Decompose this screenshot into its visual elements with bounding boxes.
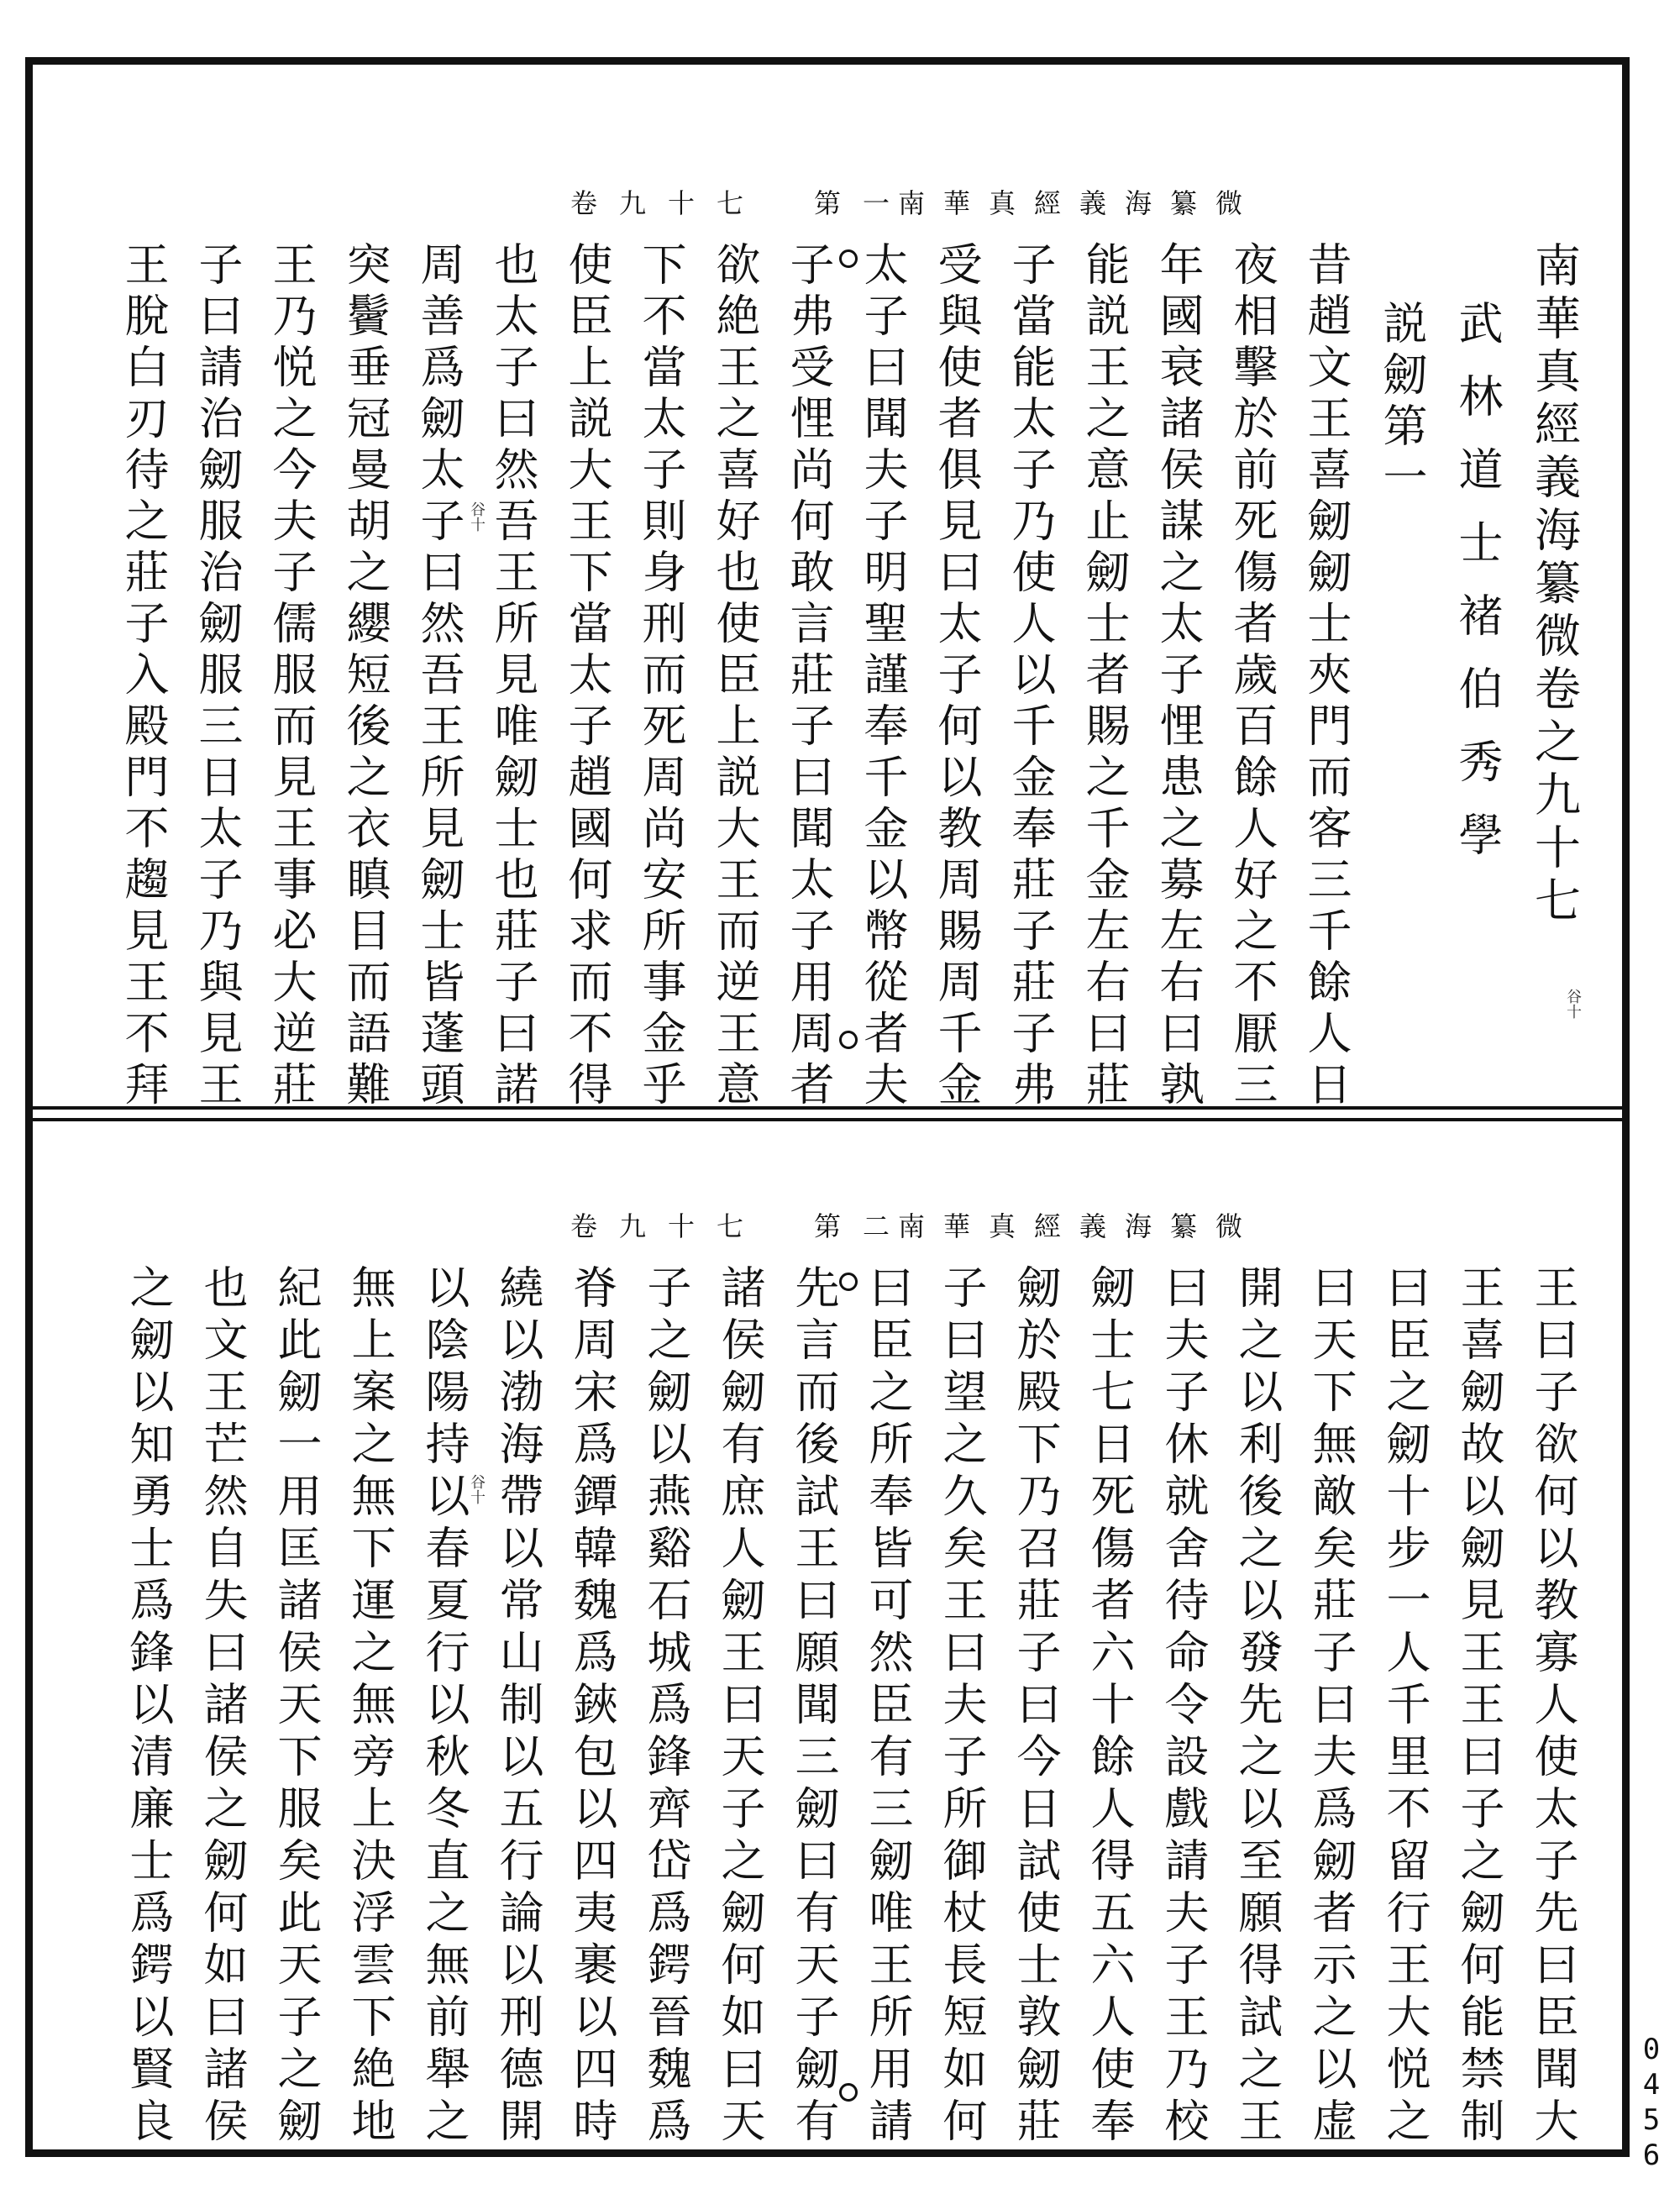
running-head: 南華真經義海纂微 <box>898 1210 1262 1242</box>
circle-mark <box>839 1273 858 1291</box>
text-column: 劒於殿下乃召莊子曰今日試使士敦劒莊 <box>1010 1264 1061 2149</box>
text-column: 欲絶王之喜好也使臣上説大王而逆王意 <box>709 241 760 1112</box>
text-column: 脊周宋爲鐔韓魏爲鋏包以四夷裹以四時 <box>566 1264 617 2149</box>
page-label: 卷九十七 第一 <box>570 187 912 219</box>
text-column: 紀此劒一用匡諸侯天下服矣此天子之劒 <box>270 1264 322 2149</box>
text-column: 曰夫子休就舍待命令設戲請夫子王乃校 <box>1158 1264 1209 2149</box>
text-column: 也文王芒然自失曰諸侯之劒何如曰諸侯 <box>197 1264 248 2149</box>
text-column: 受與使者俱見曰太子何以教周賜周千金 <box>931 241 982 1112</box>
circle-mark <box>839 249 858 268</box>
text-column: 周善爲劒太子曰然吾王所見劒士皆蓬頭 <box>413 241 465 1112</box>
text-column: 曰臣之劒十步一人千里不留行王大悦之 <box>1379 1264 1431 2149</box>
book-title: 南華真經義海纂微卷之九十七 <box>1527 241 1581 929</box>
text-column: 子之劒以燕谿石城爲鋒齊岱爲鍔晉魏爲 <box>640 1264 691 2149</box>
text-column: 王乃悦之今夫子儒服而見王事必大逆莊 <box>265 241 317 1112</box>
text-column: 王脫白刃待之莊子入殿門不趨見王不拜 <box>118 241 169 1112</box>
text-column: 之劒以知勇士爲鋒以清廉士爲鍔以賢良 <box>123 1264 174 2149</box>
text-column: 曰天下無敵矣莊子曰夫爲劒者示之以虚 <box>1305 1264 1357 2149</box>
text-column: 王喜劒故以劒見王王曰子之劒何能禁制 <box>1453 1264 1504 2149</box>
text-column: 王曰子欲何以教寡人使太子先曰臣聞大 <box>1527 1264 1578 2149</box>
marginal-note: 谷十 <box>468 501 486 532</box>
text-column: 劒士七日死傷者六十餘人得五六人使奉 <box>1084 1264 1135 2149</box>
text-column: 昔趙文王喜劒劒士夾門而客三千餘人日 <box>1300 241 1352 1112</box>
bottom-panel <box>33 1121 1622 2149</box>
running-head: 南華真經義海纂微 <box>898 187 1262 219</box>
text-column: 使臣上説大王下當太子趙國何求而不得 <box>561 241 612 1112</box>
text-column: 先言而後試王曰願聞三劒曰有天子劒有 <box>788 1264 839 2149</box>
text-column: 諸侯劒有庶人劒王曰天子之劒何如曰天 <box>714 1264 765 2149</box>
author-line: 武林道士褚伯秀學 <box>1452 300 1503 884</box>
text-column: 太子曰聞夫子明聖謹奉千金以幣從者夫 <box>857 241 908 1112</box>
bottom-header <box>33 1205 1622 1242</box>
text-column: 子曰望之久矣王曰夫子所御杖長短如何 <box>936 1264 987 2149</box>
circle-mark <box>839 1031 858 1049</box>
text-column: 下不當太子則身刑而死周尚安所事金乎 <box>635 241 686 1112</box>
top-text-columns <box>33 241 1622 1112</box>
text-column: 無上案之無下運之無旁上決浮雲下絶地 <box>344 1264 396 2149</box>
text-column: 開之以利後之以發先之以至願得試之王 <box>1231 1264 1283 2149</box>
text-column: 年國衰諸侯謀之太子悝患之募左右曰孰 <box>1152 241 1204 1112</box>
panel-divider <box>33 1106 1622 1121</box>
marginal-note: 谷十 <box>468 1474 486 1504</box>
text-column: 子當能太子乃使人以千金奉莊子莊子弗 <box>1005 241 1056 1112</box>
text-column: 也太子曰然吾王所見唯劒士也莊子曰諾 <box>487 241 538 1112</box>
text-column: 子弗受悝尚何敢言莊子曰聞太子用周者 <box>783 241 834 1112</box>
text-column: 以陰陽持以春夏行以秋冬直之無前舉之 <box>418 1264 470 2149</box>
sheet-number: 0456 <box>1635 2033 1668 2174</box>
marginal-note: 谷十 <box>1564 989 1582 1019</box>
bottom-text-columns <box>33 1264 1622 2149</box>
page-label: 卷九十七 第二 <box>570 1210 912 1242</box>
text-column: 繞以渤海帶以常山制以五行論以刑德開 <box>492 1264 543 2149</box>
circle-mark <box>839 2083 858 2102</box>
chapter-heading: 説劒第一 <box>1376 300 1427 505</box>
text-column: 能説王之意止劒士者賜之千金左右曰莊 <box>1079 241 1130 1112</box>
text-column: 曰臣之所奉皆可然臣有三劒唯王所用請 <box>862 1264 913 2149</box>
text-column: 子曰請治劒服治劒服三日太子乃與見王 <box>192 241 243 1112</box>
top-panel <box>33 65 1622 1112</box>
top-header <box>33 182 1622 219</box>
text-column: 夜相擊於前死傷者歲百餘人好之不厭三 <box>1226 241 1278 1112</box>
text-column: 突鬢垂冠曼胡之纓短後之衣瞋目而語難 <box>339 241 391 1112</box>
